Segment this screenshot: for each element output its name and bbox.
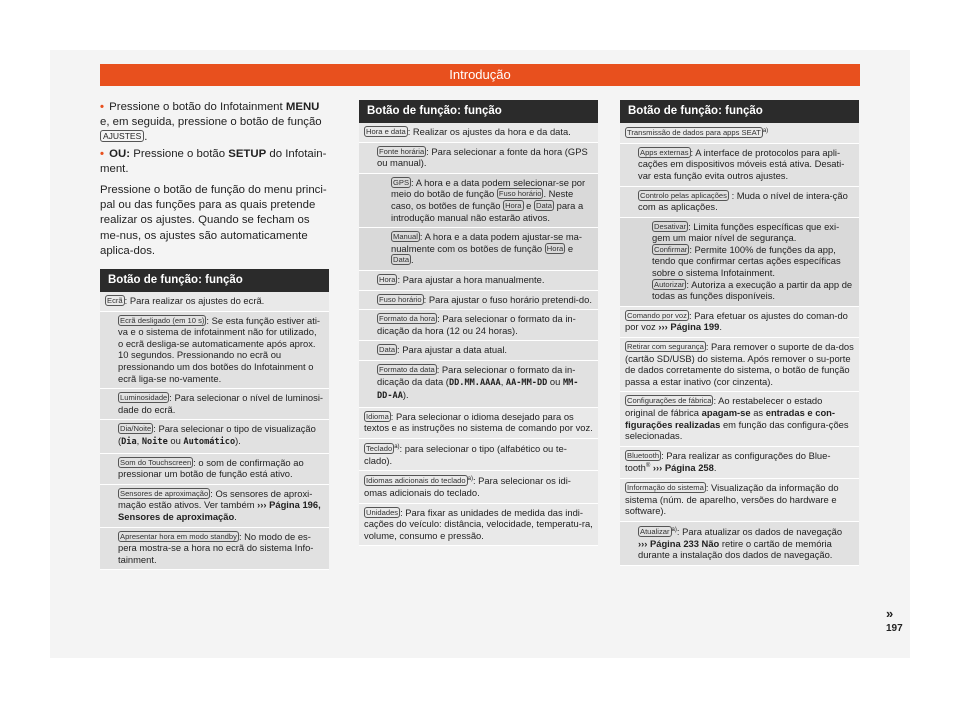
intro-paragraph: Pressione o botão de função do menu princi-pal ou das funções para as quais pretende realizar os ajustes. Quando se fecham os me-nus, os ajustes são automaticamente aplica-dos. xyxy=(100,184,327,257)
intro-text xyxy=(100,100,329,259)
table-row: Fonte horária : Para selecionar a fonte da hora (GPS ou manual). xyxy=(359,143,598,174)
bullet-icon: • xyxy=(100,147,104,160)
table-row: Apps externas : A interface de protocolos para apli-cações em dispositivos móveis está ativa. Desati-var esta função evita outros ajustes. xyxy=(620,144,859,187)
bullet-2: • OU: Pressione o botão SETUP do Infotain-ment. xyxy=(100,147,327,175)
table-row: Atualizar $^{a)}$: Para atualizar os dados de navegação ››› Página 233 Não retire o cartão de memória durante a instalação dos dados de navegação. xyxy=(620,522,859,566)
table-row: Ecrã desligado (em 10 s) : Se esta função estiver ati-va e o sistema de infotainment não for utilizado, o ecrã desliga-se automaticamente após aprox. 10 segundos. Pressionando no ecrã ou pressionando um dos botões do Infotainment o ecrã liga-se no-vamente. xyxy=(100,312,329,390)
table-row: Formato da hora : Para selecionar o formato da in-dicação da hora (12 ou 24 horas). xyxy=(359,310,598,341)
table-row: Luminosidade : Para selecionar o nível de luminosi-dade do ecrã. xyxy=(100,389,329,420)
table-row: Manual : A hora e a data podem ajustar-se ma-nualmente com os botões de função Hora e Data . xyxy=(359,228,598,271)
table-header: Botão de função: função xyxy=(620,100,859,123)
table-row: Apresentar hora em modo standby : No modo de es-pera mostra-se a hora no ecrã do sistema Info-tainment. xyxy=(100,528,329,571)
table-row: Controlo pelas aplicações : Muda o nível de intera-ção com as aplicações. xyxy=(620,187,859,218)
bullet-icon: • xyxy=(100,101,104,113)
chapter-header: Introdução xyxy=(100,64,860,86)
table-row: Ecrã : Para realizar os ajustes do ecrã. xyxy=(100,292,329,312)
table-row: Formato da data : Para selecionar o formato da in-dicação da data (DD.MM.AAAA, AA-MM-DD ou MM-DD-AA). xyxy=(359,361,598,408)
table-row: Dia/Noite : Para selecionar o tipo de visualização (Dia, Noite ou Automático). xyxy=(100,420,329,453)
table-row: Desativar : Limita funções específicas que exi-gem um maior nível de segurança. Confirmar : Permite 100% de funções da app, tendo que confirmar certas ações específicas sobre o sistema Infotainment. Autorizar : Autoriza a execução a partir da app de todas as funções disponíveis. xyxy=(620,218,859,307)
table-row: Teclado $^{a)}$: para selecionar o tipo (alfabético ou te-clado). xyxy=(359,439,598,471)
bullet-1: • Pressione o botão do Infotainment MENU e, em seguida, pressione o botão de função AJUSTES . xyxy=(100,101,322,144)
table-row: Hora : Para ajustar a hora manualmente. xyxy=(359,271,598,291)
column-right xyxy=(620,100,859,566)
continue-arrow-icon: » xyxy=(886,606,894,621)
table-row: Configurações de fábrica : Ao restabelecer o estado original de fábrica apagam-se as entradas e con-figurações realizadas em função das configura-ções selecionadas. xyxy=(620,392,859,446)
column-left xyxy=(100,100,329,570)
function-table-1 xyxy=(100,269,329,570)
column-middle xyxy=(359,100,598,546)
table-row: Sensores de aproximação : Os sensores de aproxi-mação estão ativos. Ver também ››› Página 196, Sensores de aproximação. xyxy=(100,485,329,528)
page-sheet xyxy=(50,50,910,658)
function-table-3 xyxy=(620,100,859,566)
table-row: Som do Touchscreen : o som de confirmação ao pressionar um botão de função está ativo. xyxy=(100,454,329,485)
table-row: Comando por voz : Para efetuar os ajustes do coman-do por voz ››› Página 199. xyxy=(620,307,859,338)
table-row: Transmissão de dados para apps SEAT $^{a)}$ xyxy=(620,123,859,144)
table-row: GPS : A hora e a data podem selecionar-se por meio do botão de função Fuso horário . Neste caso, os botões de função Hora e Data para a introdução manual não estarão ativos. xyxy=(359,174,598,228)
table-header: Botão de função: função xyxy=(100,269,329,292)
table-row: Data : Para ajustar a data atual. xyxy=(359,341,598,361)
table-header: Botão de função: função xyxy=(359,100,598,123)
table-row: Fuso horário : Para ajustar o fuso horário pretendi-do. xyxy=(359,291,598,311)
table-row: Hora e data : Realizar os ajustes da hora e da data. xyxy=(359,123,598,143)
ajustes-key: AJUSTES xyxy=(100,130,144,142)
table-row: Informação do sistema : Visualização da informação do sistema (núm. de aparelho, versões do hardware e software). xyxy=(620,479,859,522)
table-row: Bluetooth : Para realizar as configurações do Blue-tooth® ››› Página 258. xyxy=(620,447,859,479)
table-row: Idiomas adicionais do teclado $^{a)}$: Para selecionar os idi-omas adicionais do teclado. xyxy=(359,471,598,503)
table-row: Unidades : Para fixar as unidades de medida das indi-cações do veículo: distância, velocidade, temperatu-ra, volume, consumo e pressão. xyxy=(359,504,598,547)
table-row: Idioma : Para selecionar o idioma desejado para os textos e as instruções no sistema de comando por voz. xyxy=(359,408,598,439)
table-row: Retirar com segurança : Para remover o suporte de da-dos (cartão SD/USB) do sistema. Após remover o su-porte de dados corretamente do sistema, o botão de função passa a estar inativo (cor cinzenta). xyxy=(620,338,859,392)
function-table-2 xyxy=(359,100,598,546)
page-number: 197 xyxy=(886,623,903,634)
